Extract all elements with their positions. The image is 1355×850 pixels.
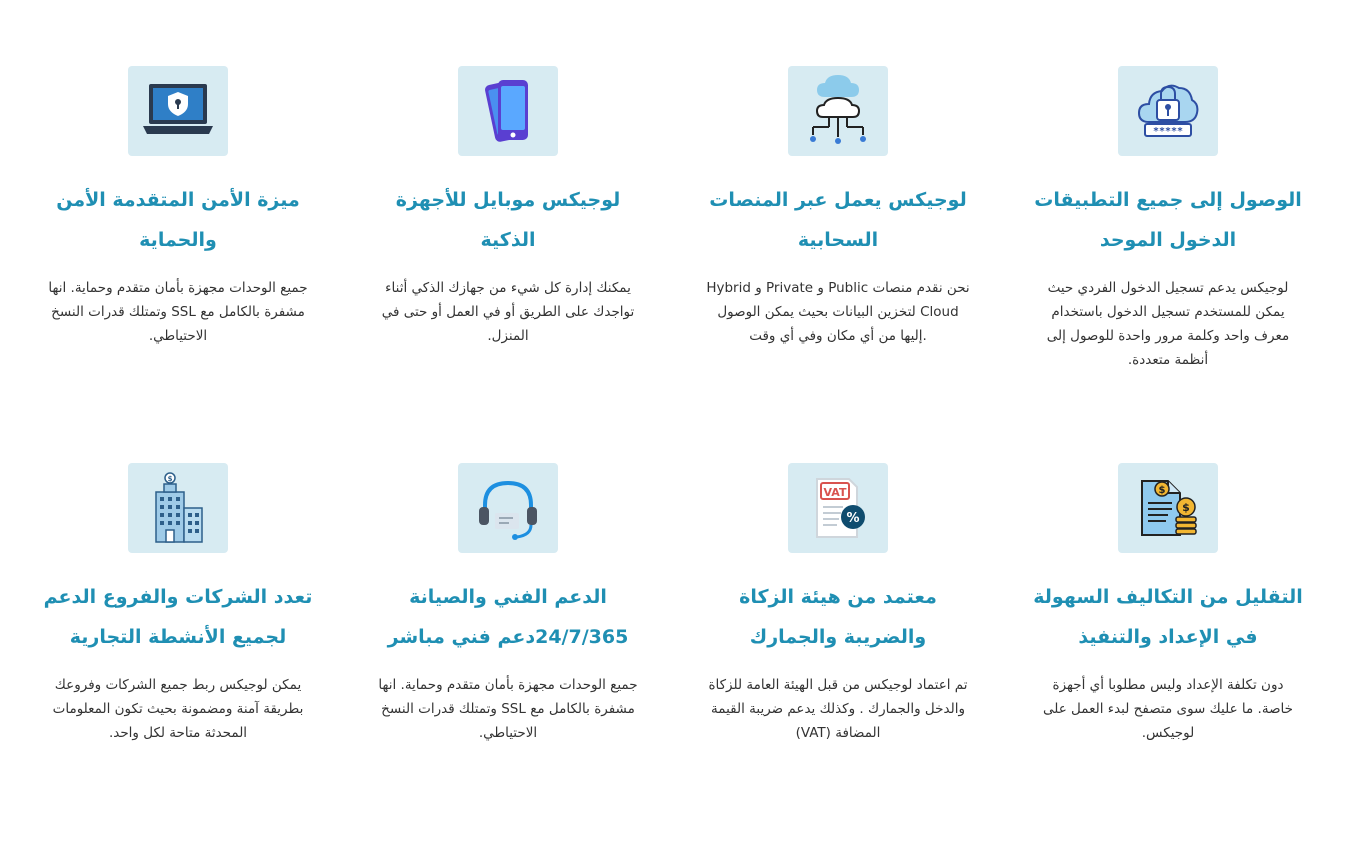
vat-document-icon: [788, 463, 888, 553]
feature-card-support: [343, 463, 673, 793]
svg-text:%: %: [846, 511, 860, 526]
features-grid: [13, 66, 1333, 793]
feature-description: يمكن لوجيكس ربط جميع الشركات وفروعك بطريقة آمنة ومضمونة بحيث تكون المعلومات المحدثة متاحة لكل واحد.: [52, 677, 304, 741]
headset-support-icon: [458, 463, 558, 553]
feature-description: لوجيكس يدعم تسجيل الدخول الفردي حيث يمكن للمستخدم تسجيل الدخول باستخدام معرف واحد وكلمة مرور واحدة للوصول إلى أنظمة متعددة.: [1046, 280, 1290, 368]
document-coins-icon: [1118, 463, 1218, 553]
office-buildings-icon: [128, 463, 228, 553]
svg-text:$: $: [167, 475, 173, 483]
svg-text:*****: *****: [1152, 126, 1184, 137]
smartphones-icon: [458, 66, 558, 156]
feature-title: ميزة الأمن المتقدمة الأمن والحماية: [56, 189, 300, 251]
feature-description: دون تكلفة الإعداد وليس مطلوبا أي أجهزة خاصة. ما عليك سوى متصفح لبدء العمل على لوجيكس.: [1042, 677, 1294, 741]
feature-title: التقليل من التكاليف السهولة في الإعداد والتنفيذ: [1033, 586, 1303, 648]
feature-title: تعدد الشركات والفروع الدعم لجميع الأنشطة التجارية: [43, 586, 313, 648]
feature-card-cloud: [673, 66, 1003, 463]
feature-title: لوجيكس موبايل للأجهزة الذكية: [395, 189, 621, 251]
svg-text:$: $: [1182, 501, 1190, 514]
feature-description: نحن نقدم منصات Public و Private و Hybrid Cloud لتخزين البيانات بحيث يمكن الوصول .إليها من أي مكان وفي أي وقت: [706, 280, 970, 344]
svg-text:$: $: [1158, 485, 1166, 496]
feature-title: الدعم الفني والصيانة 24/7/365دعم فني مباشر: [387, 586, 629, 648]
feature-card-multi-company: [13, 463, 343, 793]
feature-title: لوجيكس يعمل عبر المنصات السحابية: [709, 189, 967, 251]
svg-text:VAT: VAT: [823, 486, 847, 499]
feature-card-mobile: [343, 66, 673, 463]
feature-card-security: [13, 66, 343, 463]
feature-description: تم اعتماد لوجيكس من قبل الهيئة العامة للزكاة والدخل والجمارك . وكذلك يدعم ضريبة القيمة المضافة (VAT): [708, 677, 968, 741]
laptop-shield-icon: [128, 66, 228, 156]
feature-title: الوصول إلى جميع التطبيقات الدخول الموحد: [1034, 189, 1302, 251]
feature-description: جميع الوحدات مجهزة بأمان متقدم وحماية. انها مشفرة بالكامل مع SSL وتمتلك قدرات النسخ الاحتياطي.: [48, 280, 308, 344]
feature-card-sso: [1003, 66, 1333, 463]
cloud-network-icon: [788, 66, 888, 156]
feature-card-cost: [1003, 463, 1333, 793]
feature-card-vat: [673, 463, 1003, 793]
cloud-lock-password-icon: [1118, 66, 1218, 156]
feature-description: يمكنك إدارة كل شيء من جهازك الذكي أثناء تواجدك على الطريق أو في العمل أو حتى في المنزل.: [381, 280, 635, 344]
feature-title: معتمد من هيئة الزكاة والضريبة والجمارك: [739, 586, 937, 648]
feature-description: جميع الوحدات مجهزة بأمان متقدم وحماية. انها مشفرة بالكامل مع SSL وتمتلك قدرات النسخ الاحتياطي.: [378, 677, 638, 741]
